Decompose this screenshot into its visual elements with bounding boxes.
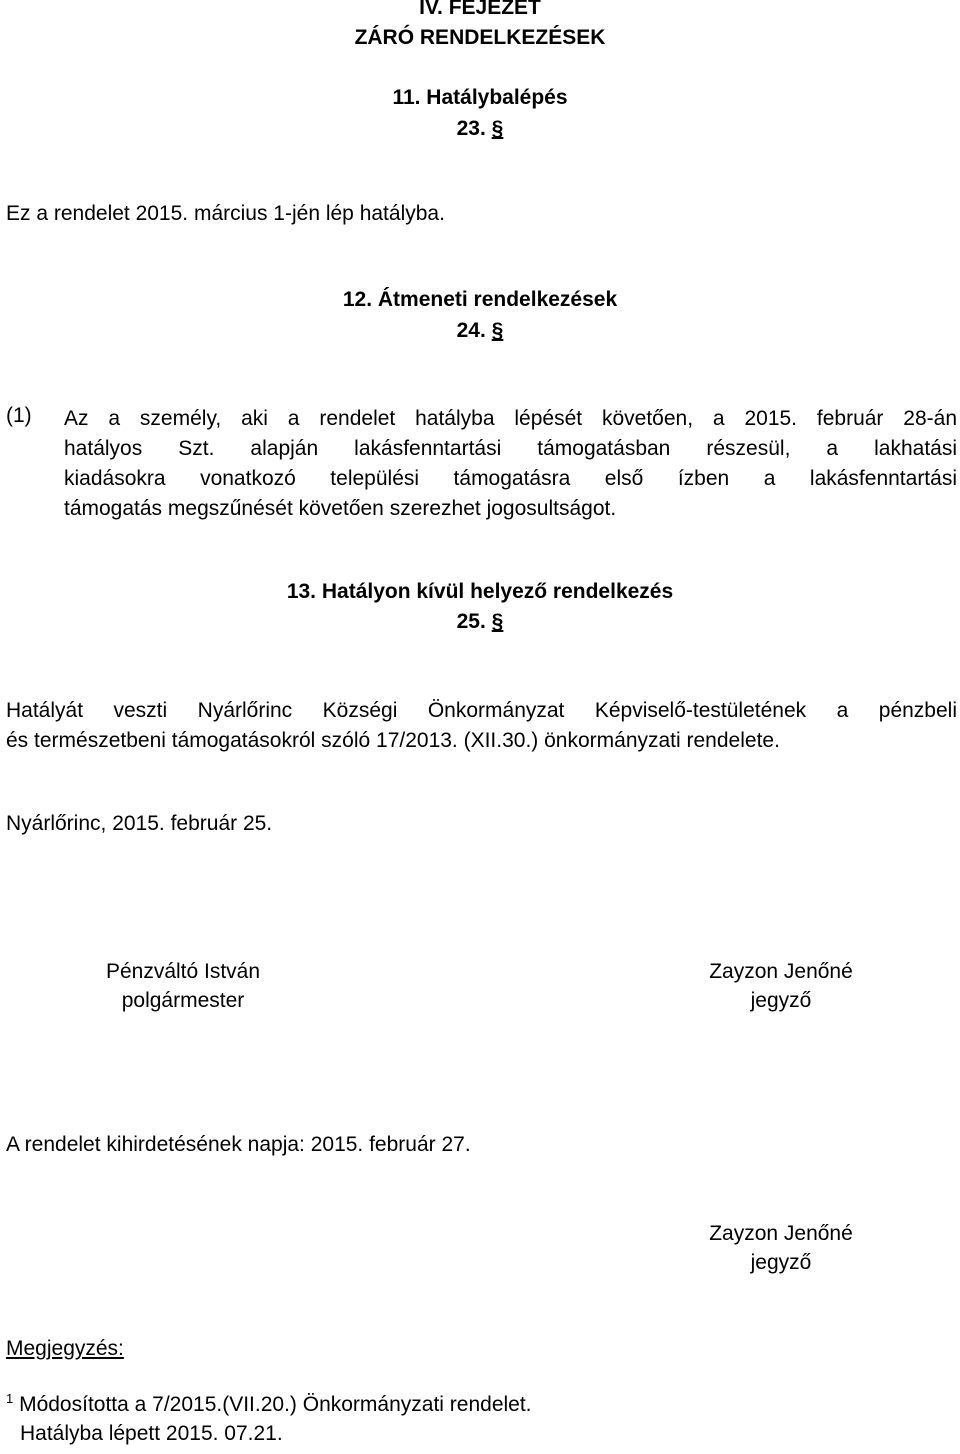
mayor-name: Pénzváltó István — [105, 960, 261, 983]
notes-heading: Megjegyzés: — [6, 1337, 124, 1360]
section-sign: § — [491, 610, 504, 633]
promulgation-signature — [631, 1219, 931, 1277]
provision-line: támogatás megszűnését követően szerezhet jogosultságot. — [64, 497, 617, 520]
chapter-number: IV. FEJEZET — [419, 0, 541, 19]
notary-title: jegyző — [750, 989, 812, 1012]
promulgation-date: A rendelet kihirdetésének napja: 2015. február 27. — [6, 1133, 471, 1156]
section-sign: § — [491, 117, 504, 140]
effective-date-text: Ez a rendelet 2015. március 1-jén lép hatályba. — [6, 202, 445, 225]
promulgation-signer-name: Zayzon Jenőné — [709, 1222, 853, 1245]
paragraph-number-24 — [0, 319, 960, 343]
footnote-line-2: Hatályba lépett 2015. 07.21. — [20, 1422, 283, 1445]
repeal-line: Hatályát veszti Nyárlőrinc Községi Önkormányzat Képviselő-testületének a pénzbeli — [6, 699, 957, 722]
place-date: Nyárlőrinc, 2015. február 25. — [6, 812, 273, 835]
notary-signature — [631, 957, 931, 1015]
item-number: (1) — [6, 404, 32, 427]
repeal-line: és természetbeni támogatásokról szóló 17/2013. (XII.30.) önkormányzati rendelete. — [6, 729, 780, 752]
section-title-13: 13. Hatályon kívül helyező rendelkezés — [286, 580, 674, 603]
paragraph-number: 25. — [456, 610, 486, 633]
transitional-provision — [64, 404, 957, 524]
footnote-mark: 1 — [6, 1391, 14, 1406]
repeal-provision — [6, 696, 957, 756]
mayor-title: polgármester — [121, 989, 245, 1012]
mayor-signature — [33, 957, 333, 1015]
paragraph-number: 23. — [456, 117, 486, 140]
provision-line: kiadásokra vonatkozó települési támogatásra első ízben a lakásfenntartási — [64, 467, 957, 490]
paragraph-number-25 — [0, 610, 960, 634]
section-sign: § — [491, 319, 504, 342]
promulgation-signer-title: jegyző — [750, 1251, 812, 1274]
notary-name: Zayzon Jenőné — [709, 960, 853, 983]
footnote-line-1 — [6, 1393, 532, 1417]
footnote-text: Módosította a 7/2015.(VII.20.) Önkormányzati rendelet. — [19, 1393, 532, 1416]
paragraph-number-23 — [0, 117, 960, 141]
paragraph-number: 24. — [456, 319, 486, 342]
chapter-title: ZÁRÓ RENDELKEZÉSEK — [354, 26, 606, 49]
section-title-11: 11. Hatálybalépés — [392, 86, 568, 109]
provision-line: hatályos Szt. alapján lakásfenntartási támogatásban részesül, a lakhatási — [64, 437, 957, 460]
provision-line: Az a személy, aki a rendelet hatályba lépését követően, a 2015. február 28-án — [64, 407, 957, 430]
section-title-12: 12. Átmeneti rendelkezések — [342, 288, 618, 311]
